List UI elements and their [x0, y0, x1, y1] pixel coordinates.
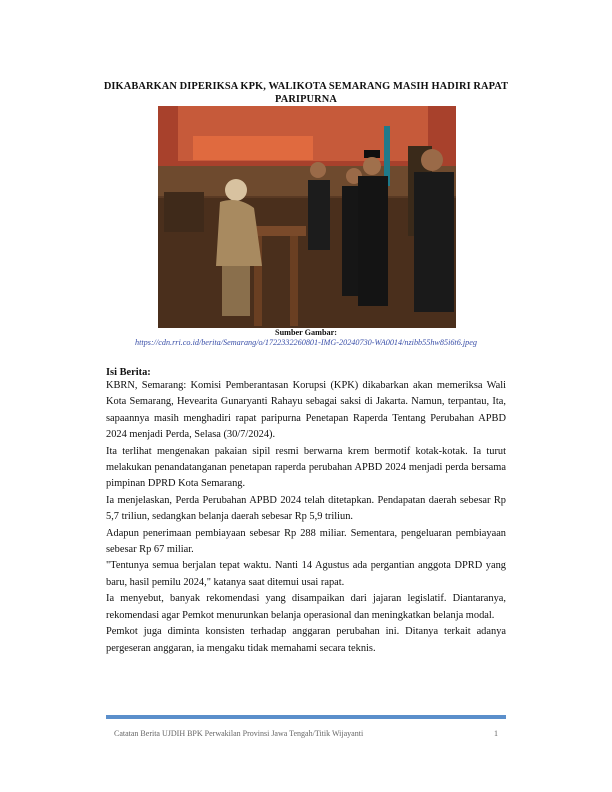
article-body [106, 378, 506, 657]
section-heading: Isi Berita: [106, 367, 151, 378]
paragraph: Ia menjelaskan, Perda Perubahan APBD 2024 telah ditetapkan. Pendapatan daerah sebesar Rp 5,7 triliun, sedangkan belanja daerah sebesar Rp 5,9 triliun. [106, 494, 506, 523]
footer-divider [106, 715, 506, 719]
footer-text: Catatan Berita UJDIH BPK Perwakilan Provinsi Jawa Tengah/Titik Wijayanti [114, 729, 364, 738]
paragraph: Ia menyebut, banyak rekomendasi yang disampaikan dari jajaran legislatif. Diantaranya, rekomendasi agar Pemkot menurunkan belanja operasional dan meningkatkan belanja modal. [106, 593, 506, 621]
photo-image [158, 106, 456, 328]
paragraph: Adapun penerimaan pembiayaan sebesar Rp 288 miliar. Sementara, pengeluaran pembiayaan sebesar Rp 67 miliar. [106, 527, 506, 556]
paragraph: KBRN, Semarang: Komisi Pemberantasan Korupsi (KPK) dikabarkan akan memeriksa Wali Kota Semarang, Hevearita Gunaryanti Rahayu sebagai saksi di Jakarta. Namun, terpantau, Ita, sapaannya masih menghadiri rapat paripurna Penetapan Raperda Tentang Perubahan APBD 2024 menjadi Perda, Selasa (30/7/2024). [106, 380, 506, 441]
paragraph: Ita terlihat mengenakan pakaian sipil resmi berwarna krem bermotif kotak-kotak. Ia turut melakukan penandatanganan penetapan raperda perubahan APBD 2024 menjadi perda bersama pimpinan DPRD Kota Semarang. [106, 445, 506, 490]
paragraph: "Tentunya semua berjalan tepat waktu. Nanti 14 Agustus ada pergantian anggota DPRD yang baru, hasil pemilu 2024," katanya saat ditemui usai rapat. [106, 560, 506, 588]
caption-label: Sumber Gambar: [275, 328, 337, 337]
news-photo [158, 106, 456, 328]
document-title: DIKABARKAN DIPERIKSA KPK, WALIKOTA SEMARANG MASIH HADIRI RAPAT PARIPURNA [103, 81, 509, 105]
caption-source-link[interactable]: https://cdn.rri.co.id/berita/Semarang/o/1722332260801-IMG-20240730-WA0014/nzibb55hw85i6t6.jpeg [135, 338, 477, 347]
page-number: 1 [494, 729, 498, 738]
paragraph: Pemkot juga diminta konsisten terhadap anggaran perubahan ini. Ditanya terkait adanya pergeseran anggaran, ia mengaku tidak memahami secara teknis. [106, 626, 506, 654]
